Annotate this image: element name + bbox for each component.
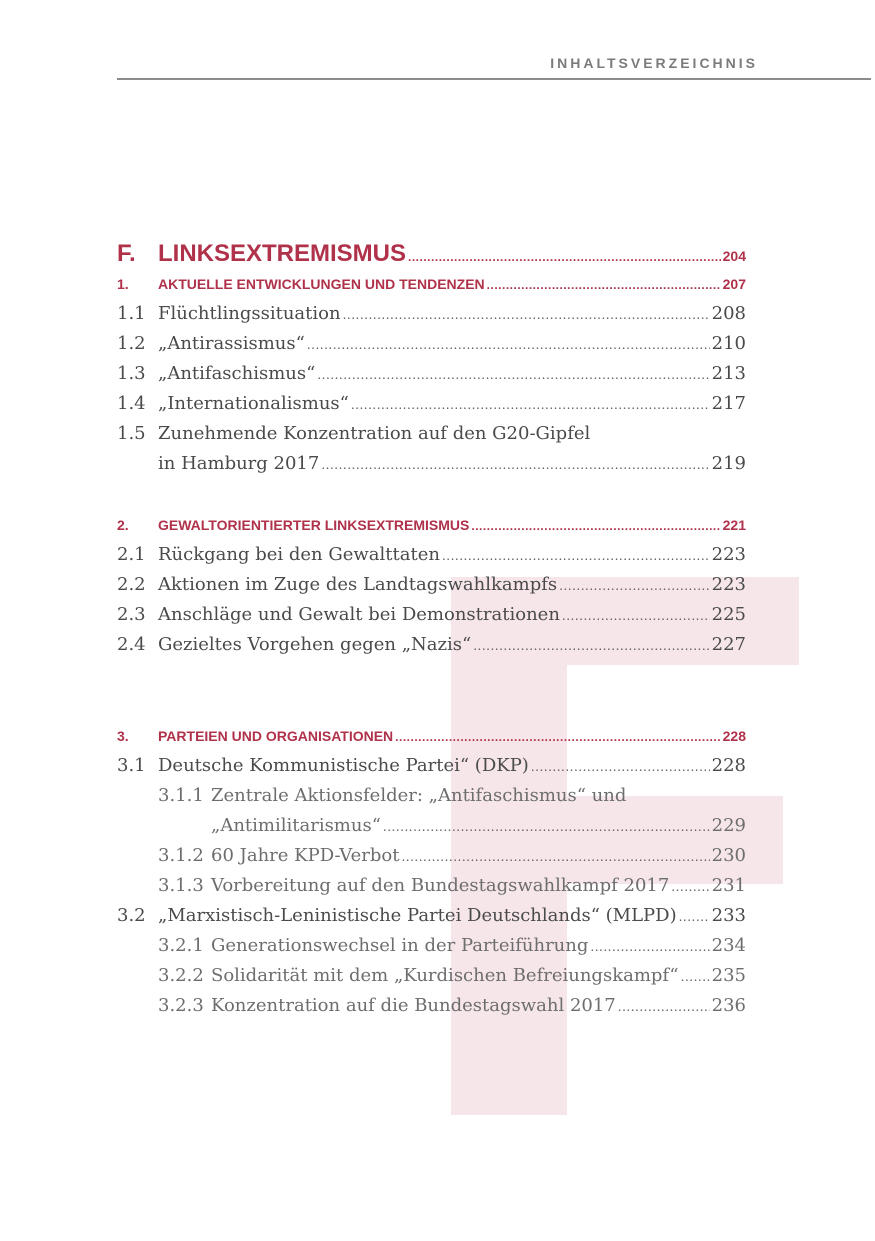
leader-dots [442, 541, 710, 571]
leader-dots [317, 360, 709, 390]
toc-title: Zentrale Aktionsfelder: „Antifaschismus“ und [211, 785, 627, 806]
toc-page: 234 [711, 935, 746, 956]
toc-number: 1.1 [117, 303, 146, 324]
leader-dots [679, 902, 710, 932]
toc-page: 228 [722, 728, 746, 744]
toc-page: 225 [711, 604, 746, 625]
toc-title: Konzentration auf die Bundestagswahl 2017 [211, 995, 616, 1016]
toc-entry[interactable] [0, 540, 875, 570]
toc-title: „Antirassismus“ [158, 333, 305, 354]
toc-entry-sub[interactable] [0, 781, 875, 811]
toc-page: 204 [722, 248, 746, 264]
toc-number: 2.3 [117, 604, 146, 625]
running-header: INHALTSVERZEICHNIS [550, 55, 758, 71]
toc-entry-sub[interactable] [0, 841, 875, 871]
toc-entry-sub[interactable] [0, 991, 875, 1021]
toc-number: 3.2.1 [158, 935, 204, 956]
toc-title: 60 Jahre KPD-Verbot [211, 845, 400, 866]
toc-entry-sub[interactable] [0, 961, 875, 991]
leader-dots [618, 992, 710, 1022]
leader-dots [471, 511, 720, 541]
toc-number: 3.2.2 [158, 965, 204, 986]
toc-number: 2.4 [117, 634, 146, 655]
toc-title: Flüchtlingssituation [158, 303, 341, 324]
toc-number: 3.2.3 [158, 995, 204, 1016]
toc-entry[interactable] [0, 570, 875, 600]
toc-page: 230 [711, 845, 746, 866]
leader-dots [307, 330, 710, 360]
toc-page: 213 [711, 363, 746, 384]
toc-title: Solidarität mit dem „Kurdischen Befreiungskampf“ [211, 965, 679, 986]
toc-number: 1.3 [117, 363, 146, 384]
toc-page: 231 [711, 875, 746, 896]
toc-number: 3.1.2 [158, 845, 204, 866]
toc-entry[interactable] [0, 359, 875, 389]
toc-title-continued: „Antimilitarismus“ [211, 815, 381, 836]
toc-page: 227 [711, 634, 746, 655]
toc-title: AKTUELLE ENTWICKLUNGEN UND TENDENZEN [158, 276, 485, 292]
toc-number: 2.1 [117, 544, 146, 565]
leader-dots [681, 962, 710, 992]
toc-title: Rückgang bei den Gewalttaten [158, 544, 440, 565]
leader-dots [671, 872, 709, 902]
toc-number: 1.2 [117, 333, 146, 354]
toc-number: 1.4 [117, 393, 146, 414]
toc-page: 233 [711, 905, 746, 926]
toc-page: 229 [711, 815, 746, 836]
leader-dots [395, 722, 720, 752]
toc-title: Deutsche Kommunistische Partei“ (DKP) [158, 755, 529, 776]
toc-page: 236 [711, 995, 746, 1016]
toc-title: Aktionen im Zuge des Landtagswahlkampfs [158, 574, 558, 595]
toc-entry-continuation[interactable] [0, 811, 875, 841]
toc-entry-section[interactable] [0, 721, 875, 751]
leader-dots [401, 842, 709, 872]
toc-entry[interactable] [0, 751, 875, 781]
toc-number: 2. [117, 517, 129, 533]
toc-page: 223 [711, 574, 746, 595]
toc-page: 235 [711, 965, 746, 986]
toc-page: 210 [711, 333, 746, 354]
leader-dots [383, 812, 710, 842]
toc-title: „Internationalismus“ [158, 393, 349, 414]
leader-dots [562, 601, 710, 631]
toc-title: Zunehmende Konzentration auf den G20-Gipfel [158, 423, 591, 444]
toc-title: LINKSEXTREMISMUS [158, 240, 407, 267]
toc-entry-continuation[interactable] [0, 449, 875, 479]
toc-number: 3.2 [117, 905, 146, 926]
toc-entry-section[interactable] [0, 510, 875, 540]
leader-dots [590, 932, 709, 962]
toc-title: Anschläge und Gewalt bei Demonstrationen [158, 604, 560, 625]
toc-entry[interactable] [0, 901, 875, 931]
toc-title: PARTEIEN UND ORGANISATIONEN [158, 728, 394, 744]
toc-number: F. [117, 240, 136, 267]
toc-number: 2.2 [117, 574, 146, 595]
toc-title: Generationswechsel in der Parteiführung [211, 935, 589, 956]
toc-entry[interactable] [0, 419, 875, 449]
toc-entry[interactable] [0, 600, 875, 630]
toc-entry[interactable] [0, 329, 875, 359]
toc-page: 207 [722, 276, 746, 292]
toc-title-continued: in Hamburg 2017 [158, 453, 320, 474]
toc-page: 219 [711, 453, 746, 474]
leader-dots [351, 390, 710, 420]
leader-dots [343, 300, 710, 330]
toc-entry[interactable] [0, 299, 875, 329]
toc-entry[interactable] [0, 630, 875, 660]
leader-dots [531, 752, 710, 782]
toc-title: „Antifaschismus“ [158, 363, 316, 384]
toc-entry-sub[interactable] [0, 871, 875, 901]
toc-entry[interactable] [0, 389, 875, 419]
leader-dots [473, 631, 709, 661]
toc-entry-section[interactable] [0, 269, 875, 299]
toc-title: Vorbereitung auf den Bundestagswahlkampf 2017 [211, 875, 670, 896]
toc-page: 217 [711, 393, 746, 414]
leader-dots [321, 450, 709, 480]
toc-number: 3.1.3 [158, 875, 204, 896]
toc-title: „Marxistisch-Leninistische Partei Deutschlands“ (MLPD) [158, 905, 677, 926]
leader-dots [487, 270, 721, 300]
toc-page: 228 [711, 755, 746, 776]
toc-number: 3.1.1 [158, 785, 204, 806]
toc-page: 221 [722, 517, 746, 533]
leader-dots [559, 571, 710, 601]
toc-title: Gezieltes Vorgehen gegen „Nazis“ [158, 634, 472, 655]
toc-number: 1.5 [117, 423, 146, 444]
toc-title: GEWALTORIENTIERTER LINKSEXTREMISMUS [158, 517, 470, 533]
leader-dots [408, 242, 721, 272]
toc-number: 1. [117, 276, 129, 292]
toc-number: 3.1 [117, 755, 146, 776]
toc-entry-sub[interactable] [0, 931, 875, 961]
toc-page: 208 [711, 303, 746, 324]
toc-entry-chapter[interactable] [0, 239, 875, 269]
toc-number: 3. [117, 728, 129, 744]
toc-page: 223 [711, 544, 746, 565]
